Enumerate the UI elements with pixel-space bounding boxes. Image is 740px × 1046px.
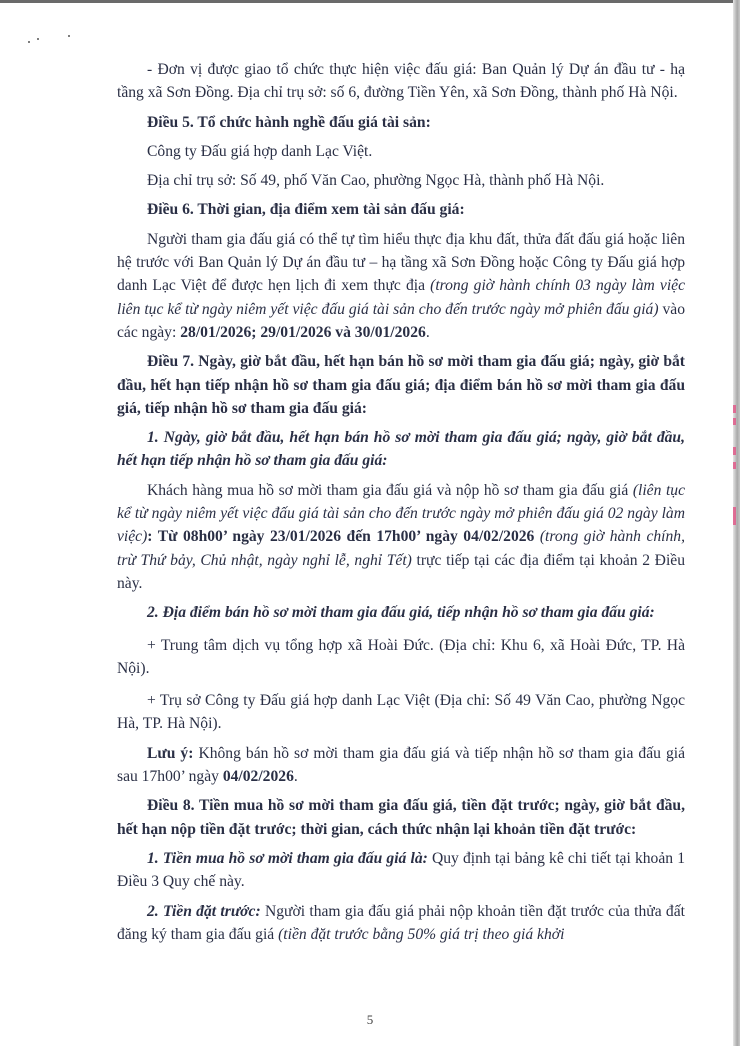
scan-speck <box>28 41 30 43</box>
document-page <box>117 58 685 946</box>
scan-speck <box>68 35 70 37</box>
location-item-2: + Trụ sở Công ty Đấu giá hợp danh Lạc Việt (Địa chỉ: Số 49 Văn Cao, phường Ngọc Hà, TP. Hà Nội). <box>117 692 685 733</box>
article-7-heading: Điều 7. Ngày, giờ bắt đầu, hết hạn bán hồ sơ mời tham gia đấu giá; ngày, giờ bắt đầu, hết hạn tiếp nhận hồ sơ tham gia đấu giá; địa điểm bán hồ sơ mời tham gia đấu giá, tiếp nhận hồ sơ tham gia đấu giá: <box>117 353 685 417</box>
clause-text: Khách hàng mua hồ sơ mời tham gia đấu giá và nộp hồ sơ tham gia đấu giá <box>147 481 633 499</box>
article-7-clause-2-heading: 2. Địa điểm bán hồ sơ mời tham gia đấu giá, tiếp nhận hồ sơ tham gia đấu giá: <box>147 604 655 622</box>
note-date: 04/02/2026 <box>222 768 294 786</box>
location-item-1: + Trung tâm dịch vụ tổng hợp xã Hoài Đức. (Địa chỉ: Khu 6, xã Hoài Đức, TP. Hà Nội). <box>117 636 685 677</box>
clause-date-range: : Từ 08h00’ ngày 23/01/2026 đến 17h00’ ngày 04/02/2026 <box>147 528 535 546</box>
note-label: Lưu ý: <box>147 744 194 762</box>
note-text: Không bán hồ sơ mời tham gia đấu giá và tiếp nhận hồ sơ tham gia đấu giá sau 17h00’ ngày <box>117 744 685 786</box>
stamp-mark <box>733 405 736 413</box>
article-5-company: Công ty Đấu giá hợp danh Lạc Việt. <box>147 142 373 160</box>
article-5-address: Địa chỉ trụ sở: Số 49, phố Văn Cao, phường Ngọc Hà, thành phố Hà Nội. <box>147 172 605 190</box>
stamp-mark <box>733 447 736 455</box>
article-6-dates: 28/01/2026; 29/01/2026 và 30/01/2026 <box>180 323 426 341</box>
article-8-heading: Điều 8. Tiền mua hồ sơ mời tham gia đấu giá, tiền đặt trước; ngày, giờ bắt đầu, hết hạn nộp tiền đặt trước; thời gian, cách thức nhận lại khoản tiền đặt trước: <box>117 797 685 838</box>
note-paragraph <box>117 742 685 789</box>
article-8-clause-2 <box>117 900 685 947</box>
scan-speck <box>37 38 39 40</box>
article-6-body <box>117 228 685 344</box>
clause-text: trực tiếp tại các địa điểm tại khoản 2 Điều này. <box>117 551 685 592</box>
clause-text: Quy định tại bảng kê chi tiết tại khoản 1 Điều 3 Quy chế này. <box>117 849 685 891</box>
stamp-mark <box>733 418 736 425</box>
article-7-clause-1-body <box>117 479 685 595</box>
punctuation: . <box>293 768 298 786</box>
paragraph-unit: - Đơn vị được giao tổ chức thực hiện việc đấu giá: Ban Quản lý Dự án đầu tư - hạ tầng xã Sơn Đồng. Địa chỉ trụ sở: số 6, đường Tiền Yên, xã Sơn Đồng, thành phố Hà Nội. <box>117 61 685 102</box>
article-6-text: Người tham gia đấu giá có thể tự tìm hiểu thực địa khu đất, thửa đất đấu giá hoặc liên hệ trước với Ban Quản lý Dự án đầu tư – hạ tầng xã Sơn Đồng hoặc Công ty Đấu giá hợp danh Lạc Việt để được hẹn lịch đi xem thực địa <box>117 230 685 295</box>
article-6-text: vào các ngày: <box>117 300 686 341</box>
clause-text: Người tham gia đấu giá phải nộp khoản tiền đặt trước của thửa đất đăng ký tham gia đấu giá <box>117 902 685 943</box>
stamp-mark <box>733 462 736 469</box>
article-6-heading: Điều 6. Thời gian, địa điểm xem tài sản đấu giá: <box>147 201 465 219</box>
clause-label: 1. Tiền mua hồ sơ mời tham gia đấu giá là: <box>147 849 428 867</box>
scan-top-edge <box>0 0 740 3</box>
clause-italic-note: (tiền đặt trước bằng 50% giá trị theo giá khởi <box>278 925 565 943</box>
stamp-mark <box>733 507 736 525</box>
article-8-clause-1 <box>117 847 685 894</box>
clause-label: 2. Tiền đặt trước: <box>147 902 261 920</box>
article-6-italic-note: (trong giờ hành chính 03 ngày làm việc liên tục kể từ ngày niêm yết việc đấu giá tài sản cho đến trước ngày mở phiên đấu giá) <box>117 277 685 318</box>
clause-italic-note: (liên tục kể từ ngày niêm yết việc đấu giá tài sản cho đến trước ngày mở phiên đấu giá 02 ngày làm việc) <box>117 481 685 546</box>
article-5-heading: Điều 5. Tổ chức hành nghề đấu giá tài sản: <box>147 113 431 131</box>
article-7-clause-1-heading: 1. Ngày, giờ bắt đầu, hết hạn bán hồ sơ mời tham gia đấu giá; ngày, giờ bắt đầu, hết hạn tiếp nhận hồ sơ tham gia đấu giá: <box>117 429 685 470</box>
clause-italic-note: (trong giờ hành chính, trừ Thứ bảy, Chủ nhật, ngày nghỉ lễ, nghỉ Tết) <box>117 528 685 569</box>
punctuation: . <box>425 323 430 341</box>
page-number: 5 <box>366 1012 374 1027</box>
